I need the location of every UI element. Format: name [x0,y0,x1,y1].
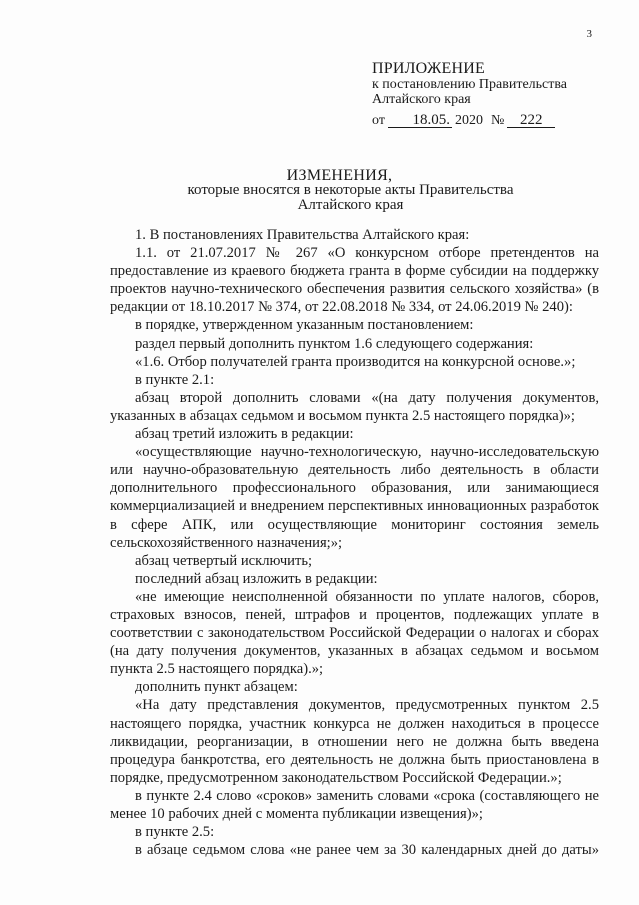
paragraph: «На дату представления документов, предусмотренных пунктом 2.5 настоящего порядка, участник конкурса не должен находиться в процессе ликвидации, реорганизации, в отношении него не должна быть введена процедура банкротства, его деятельность не должна быть приостановлена в порядке, предусмотренном законодательством Российской Федерации.»; [110,697,599,786]
appendix-date-line [372,113,632,128]
paragraph: дополнить пункт абзацем: [135,679,298,696]
paragraph: в пункте 2.4 слово «сроков» заменить словами «срока (составляющего не менее 10 рабочих дней с момента публикации извещения)»; [110,787,599,822]
heading-title: ИЗМЕНЕНИЯ, [286,167,393,184]
page-number: 3 [586,28,592,40]
heading-subtitle-1: которые вносятся в некоторые акты Правительства [187,182,514,198]
paragraph: раздел первый дополнить пунктом 1.6 следующего содержания: [135,335,534,352]
appendix-line-2: Алтайского края [372,92,471,107]
from-label: от [372,113,385,128]
appendix-block [372,60,632,128]
paragraph: «осуществляющие научно-технологическую, научно-исследовательскую или научно-образовательную деятельность либо деятельность в области дополнительного профессионального образования, или занимающиеся коммерциализацией и внедрением перспективных инновационных разработок в сфере АПК, или осуществляющие мониторинг состояния земель сельскохозяйственного назначения;»; [110,444,599,551]
paragraph: в порядке, утвержденном указанным постановлением: [135,317,474,334]
paragraph: абзац четвертый исключить; [135,552,313,569]
number-label: № [490,113,505,128]
appendix-title: ПРИЛОЖЕНИЕ [372,60,486,77]
heading-subtitle-2: Алтайского края [297,197,404,213]
paragraph: «не имеющие неисполненной обязанности по уплате налогов, сборов, страховых взносов, пеней, штрафов и процентов, подлежащих уплате в соответствии с законодательством Российской Федерации о налогах и сборах (на дату получения документов, указанных в абзацах седьмом и восьмом пункта 2.5 настоящего порядка).»; [110,588,599,678]
date-day: 18.05. [388,113,452,128]
paragraph: в абзаце седьмом слова «не ранее чем за 30 календарных дней до даты» [135,842,599,859]
document-number: 222 [507,113,555,128]
document-heading [0,168,639,213]
paragraph: последний абзац изложить в редакции: [135,570,378,587]
paragraph: абзац второй дополнить словами «(на дату получения документов, указанных в абзацах седьмом и восьмом пункта 2.5 настоящего порядка)»; [110,389,599,424]
date-year: 2020 [454,113,483,128]
appendix-line-1: к постановлению Правительства [372,77,568,92]
paragraph: в пункте 2.5: [135,824,215,841]
document-body [110,226,599,859]
paragraph: 1. В постановлениях Правительства Алтайского края: [135,227,470,243]
paragraph: абзац третий изложить в редакции: [135,426,354,443]
paragraph: 1.1. от 21.07.2017 № 267 «О конкурсном отборе претендентов на предоставление из краевого бюджета гранта в форме субсидии на поддержку проектов научно-технического обеспечения развития сельского хозяйства» (в редакции от 18.10.2017 № 374, от 22.08.2018 № 334, от 24.06.2019 № 240): [110,245,599,316]
paragraph: в пункте 2.1: [135,371,215,388]
paragraph: «1.6. Отбор получателей гранта производится на конкурсной основе.»; [135,353,576,370]
